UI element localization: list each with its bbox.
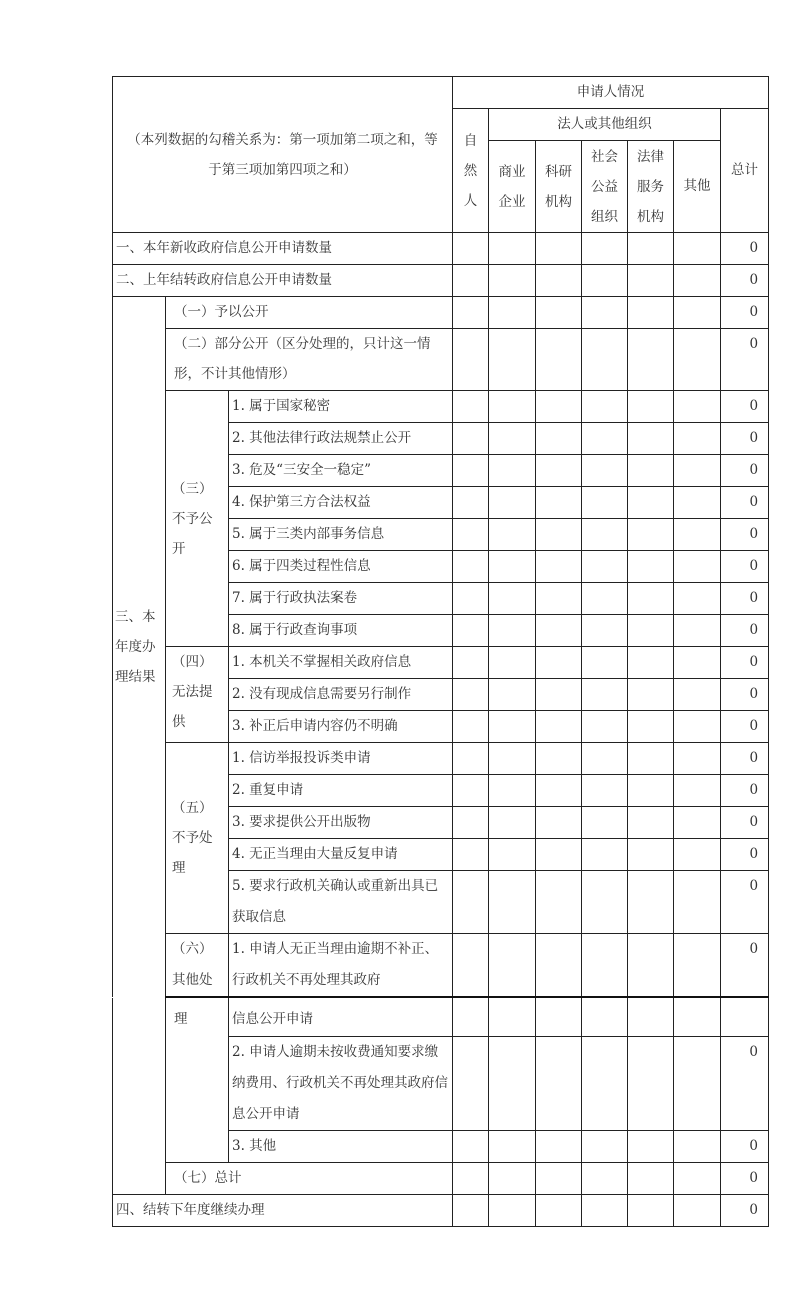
row-label: 8. 属于行政查询事项 bbox=[229, 615, 453, 647]
natural-person-header: 自然人 bbox=[453, 109, 489, 233]
group-label-other-handling: （六）其他处 bbox=[166, 934, 229, 998]
info-disclosure-table-part1 bbox=[112, 76, 769, 998]
row-total: 0 bbox=[721, 1162, 769, 1194]
row-total: 0 bbox=[721, 1194, 769, 1226]
research-header: 科研机构 bbox=[536, 141, 582, 233]
commercial-header: 商业企业 bbox=[489, 141, 536, 233]
legal-org-header: 法人或其他组织 bbox=[489, 109, 721, 141]
row-total: 0 bbox=[721, 743, 769, 775]
row-label: 2. 其他法律行政法规禁止公开 bbox=[229, 423, 453, 455]
info-disclosure-table-part2 bbox=[112, 998, 769, 1227]
row-label: （七）总计 bbox=[166, 1162, 453, 1194]
row-label: 1. 信访举报投诉类申请 bbox=[229, 743, 453, 775]
table-row bbox=[113, 647, 769, 679]
row-total: 0 bbox=[721, 487, 769, 519]
row-label: 3. 补正后申请内容仍不明确 bbox=[229, 711, 453, 743]
row-label: 3. 要求提供公开出版物 bbox=[229, 807, 453, 839]
row-total: 0 bbox=[721, 329, 769, 391]
row-total: 0 bbox=[721, 1036, 769, 1130]
row-label: 5. 属于三类内部事务信息 bbox=[229, 519, 453, 551]
total-header: 总计 bbox=[721, 109, 769, 233]
row-label: （二）部分公开（区分处理的，只计这一情形，不计其他情形） bbox=[166, 329, 453, 391]
row-label: 2. 没有现成信息需要另行制作 bbox=[229, 679, 453, 711]
group-label-other-handling-cont: 理 bbox=[166, 998, 229, 1162]
row-total: 0 bbox=[721, 711, 769, 743]
row-total: 0 bbox=[721, 1130, 769, 1162]
row-label: 信息公开申请 bbox=[229, 998, 453, 1036]
row-total: 0 bbox=[721, 839, 769, 871]
row-label: 一、本年新收政府信息公开申请数量 bbox=[113, 233, 453, 265]
row-label: 6. 属于四类过程性信息 bbox=[229, 551, 453, 583]
row-label: 四、结转下年度继续办理 bbox=[113, 1194, 453, 1226]
row-label: 4. 无正当理由大量反复申请 bbox=[229, 839, 453, 871]
table-row bbox=[113, 743, 769, 775]
row-total: 0 bbox=[721, 551, 769, 583]
note-cell: （本列数据的勾稽关系为：第一项加第二项之和，等于第三项加第四项之和） bbox=[113, 77, 453, 233]
other-header: 其他 bbox=[674, 141, 721, 233]
row-total: 0 bbox=[721, 615, 769, 647]
group-label-withhold: （三）不予公开 bbox=[166, 391, 229, 647]
table-row bbox=[113, 1162, 769, 1194]
table-row bbox=[113, 233, 769, 265]
legal-service-header: 法律服务机构 bbox=[628, 141, 674, 233]
table-row bbox=[113, 391, 769, 423]
row-label: 二、上年结转政府信息公开申请数量 bbox=[113, 265, 453, 297]
row-label: 5. 要求行政机关确认或重新出具已获取信息 bbox=[229, 871, 453, 934]
row-total: 0 bbox=[721, 871, 769, 934]
row-total: 0 bbox=[721, 391, 769, 423]
group-label-not-processed: （五）不予处理 bbox=[166, 743, 229, 934]
row-label: 1. 申请人无正当理由逾期不补正、行政机关不再处理其政府 bbox=[229, 934, 453, 998]
row-total: 0 bbox=[721, 775, 769, 807]
row-total: 0 bbox=[721, 265, 769, 297]
row-total: 0 bbox=[721, 647, 769, 679]
row-total: 0 bbox=[721, 297, 769, 329]
applicant-situation-header: 申请人情况 bbox=[453, 77, 769, 109]
row-label: （一）予以公开 bbox=[166, 297, 453, 329]
table-row bbox=[113, 265, 769, 297]
row-label: 2. 重复申请 bbox=[229, 775, 453, 807]
row-total: 0 bbox=[721, 455, 769, 487]
row-label: 3. 其他 bbox=[229, 1130, 453, 1162]
row-total: 0 bbox=[721, 583, 769, 615]
row-label: 7. 属于行政执法案卷 bbox=[229, 583, 453, 615]
table-row bbox=[113, 297, 769, 329]
table-row bbox=[113, 934, 769, 998]
row-label: 4. 保护第三方合法权益 bbox=[229, 487, 453, 519]
section3-label: 三、本年度办理结果 bbox=[113, 297, 166, 998]
table-row bbox=[113, 329, 769, 391]
row-label: 3. 危及“三安全一稳定” bbox=[229, 455, 453, 487]
row-total: 0 bbox=[721, 519, 769, 551]
row-total: 0 bbox=[721, 807, 769, 839]
table-row bbox=[113, 1194, 769, 1226]
row-label: 2. 申请人逾期未按收费通知要求缴纳费用、行政机关不再处理其政府信息公开申请 bbox=[229, 1036, 453, 1130]
row-total: 0 bbox=[721, 934, 769, 998]
row-total: 0 bbox=[721, 233, 769, 265]
row-total: 0 bbox=[721, 423, 769, 455]
group-label-unavailable: （四）无法提供 bbox=[166, 647, 229, 743]
table-row bbox=[113, 998, 769, 1036]
row-total: 0 bbox=[721, 679, 769, 711]
social-welfare-header: 社会公益组织 bbox=[582, 141, 628, 233]
section3-continued bbox=[113, 998, 166, 1194]
row-label: 1. 本机关不掌握相关政府信息 bbox=[229, 647, 453, 679]
row-label: 1. 属于国家秘密 bbox=[229, 391, 453, 423]
